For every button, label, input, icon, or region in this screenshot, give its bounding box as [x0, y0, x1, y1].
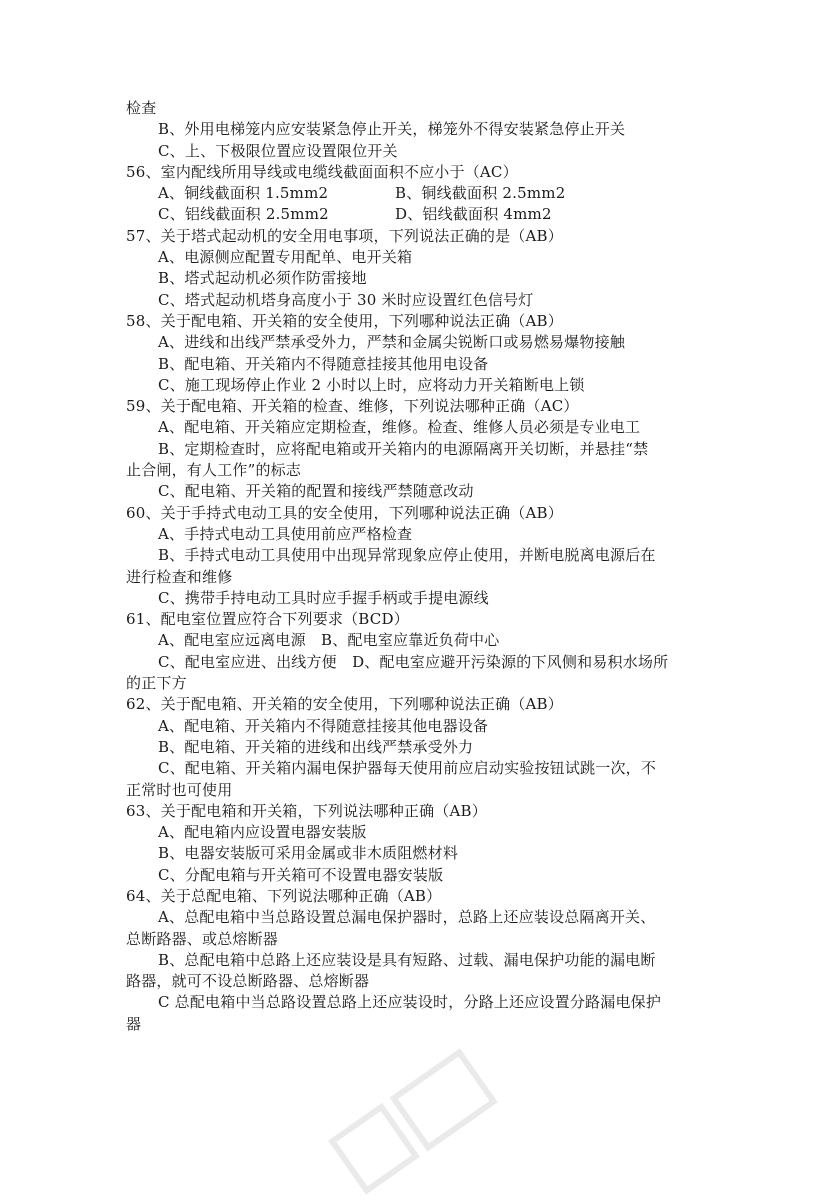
option-b: B、配电箱、开关箱内不得随意挂接其他用电设备	[158, 354, 489, 373]
option-b: B、手持式电动工具使用中出现异常现象应停止使用，并断电脱离电源后在	[158, 546, 656, 565]
option-b: B、总配电箱中总路上还应装设是具有短路、过载、漏电保护功能的漏电断	[158, 950, 656, 969]
option-c: C、分配电箱与开关箱可不设置电器安装版	[158, 865, 444, 884]
question-59: 59、关于配电箱、开关箱的检查、维修，下列说法哪种正确（AC）	[126, 397, 579, 416]
question-58: 58、关于配电箱、开关箱的安全使用，下列哪种说法正确（AB）	[126, 311, 563, 330]
option-b-cont: 进行检查和维修	[126, 567, 233, 586]
option-c: C、铝线截面积 2.5mm2	[158, 205, 329, 224]
option-ab: A、配电室应远离电源 B、配电室应靠近负荷中心	[158, 631, 500, 650]
option-a: A、进线和出线严禁承受外力，严禁和金属尖锐断口或易燃易爆物接触	[158, 333, 626, 352]
question-63: 63、关于配电箱和开关箱，下列说法哪种正确（AB）	[126, 801, 487, 820]
option-c-cont: 器	[126, 1014, 142, 1033]
option-a: A、配电箱、开关箱应定期检查，维修。检查、维修人员必须是专业电工	[158, 418, 641, 437]
question-62: 62、关于配电箱、开关箱的安全使用，下列哪种说法正确（AB）	[126, 695, 563, 714]
option-b-cont: 路器，就可不设总断路器、总熔断器	[126, 972, 370, 991]
option-b: B、定期检查时，应将配电箱或开关箱内的电源隔离开关切断，并悬挂“禁	[158, 439, 649, 458]
option-cd: C、配电室应进、出线方便 D、配电室应避开污染源的下风侧和易积水场所	[158, 652, 669, 671]
question-61: 61、配电室位置应符合下列要求（BCD）	[126, 610, 409, 629]
option-a: A、配电箱、开关箱内不得随意挂接其他电器设备	[158, 716, 489, 735]
option-cd-cont: 的正下方	[126, 674, 187, 693]
option-c: C 总配电箱中当总路设置总路上还应装设时，分路上还应设置分路漏电保护	[158, 993, 662, 1012]
option-a: A、总配电箱中当总路设置总漏电保护器时，总路上还应装设总隔离开关、	[158, 908, 656, 927]
option-c: C、配电箱、开关箱内漏电保护器每天使用前应启动实验按钮试跳一次，不	[158, 759, 657, 778]
document-body	[126, 98, 716, 1035]
option-a: A、铜线截面积 1.5mm2	[158, 184, 329, 203]
watermark-icon	[322, 1038, 507, 1201]
option-b: B、配电箱、开关箱的进线和出线严禁承受外力	[158, 737, 474, 756]
option-c: C、携带手持电动工具时应手握手柄或手提电源线	[158, 588, 489, 607]
option-c: C、配电箱、开关箱的配置和接线严禁随意改动	[158, 482, 474, 501]
question-57: 57、关于塔式起动机的安全用电事项，下列说法正确的是（AB）	[126, 226, 563, 245]
option-c-cont: 正常时也可使用	[126, 780, 233, 799]
option-a: A、配电箱内应设置电器安装版	[158, 823, 367, 842]
option-c: C、塔式起动机塔身高度小于 30 米时应设置红色信号灯	[158, 290, 534, 309]
option-a: A、手持式电动工具使用前应严格检查	[158, 524, 413, 543]
question-60: 60、关于手持式电动工具的安全使用，下列哪种说法正确（AB）	[126, 503, 563, 522]
text-line: 检查	[126, 99, 157, 117]
option-line: B、外用电梯笼内应安装紧急停止开关，梯笼外不得安装紧急停止开关	[158, 120, 626, 139]
option-b: B、铜线截面积 2.5mm2	[395, 184, 566, 203]
option-b: B、电器安装版可采用金属或非木质阻燃材料	[158, 844, 459, 863]
option-c: C、施工现场停止作业 2 小时以上时，应将动力开关箱断电上锁	[158, 375, 585, 394]
option-a-cont: 总断路器、或总熔断器	[126, 929, 279, 948]
option-row	[126, 183, 716, 204]
option-line: C、上、下极限位置应设置限位开关	[158, 141, 398, 160]
option-d: D、铝线截面积 4mm2	[395, 205, 552, 224]
option-b: B、塔式起动机必须作防雷接地	[158, 269, 367, 288]
option-row	[126, 204, 716, 225]
option-a: A、电源侧应配置专用配单、电开关箱	[158, 248, 413, 267]
question-56: 56、室内配线所用导线或电缆线截面面积不应小于（AC）	[126, 162, 518, 181]
option-b-cont: 止合闸，有人工作”的标志	[126, 461, 302, 480]
question-64: 64、关于总配电箱、下列说法哪种正确（AB）	[126, 886, 442, 905]
